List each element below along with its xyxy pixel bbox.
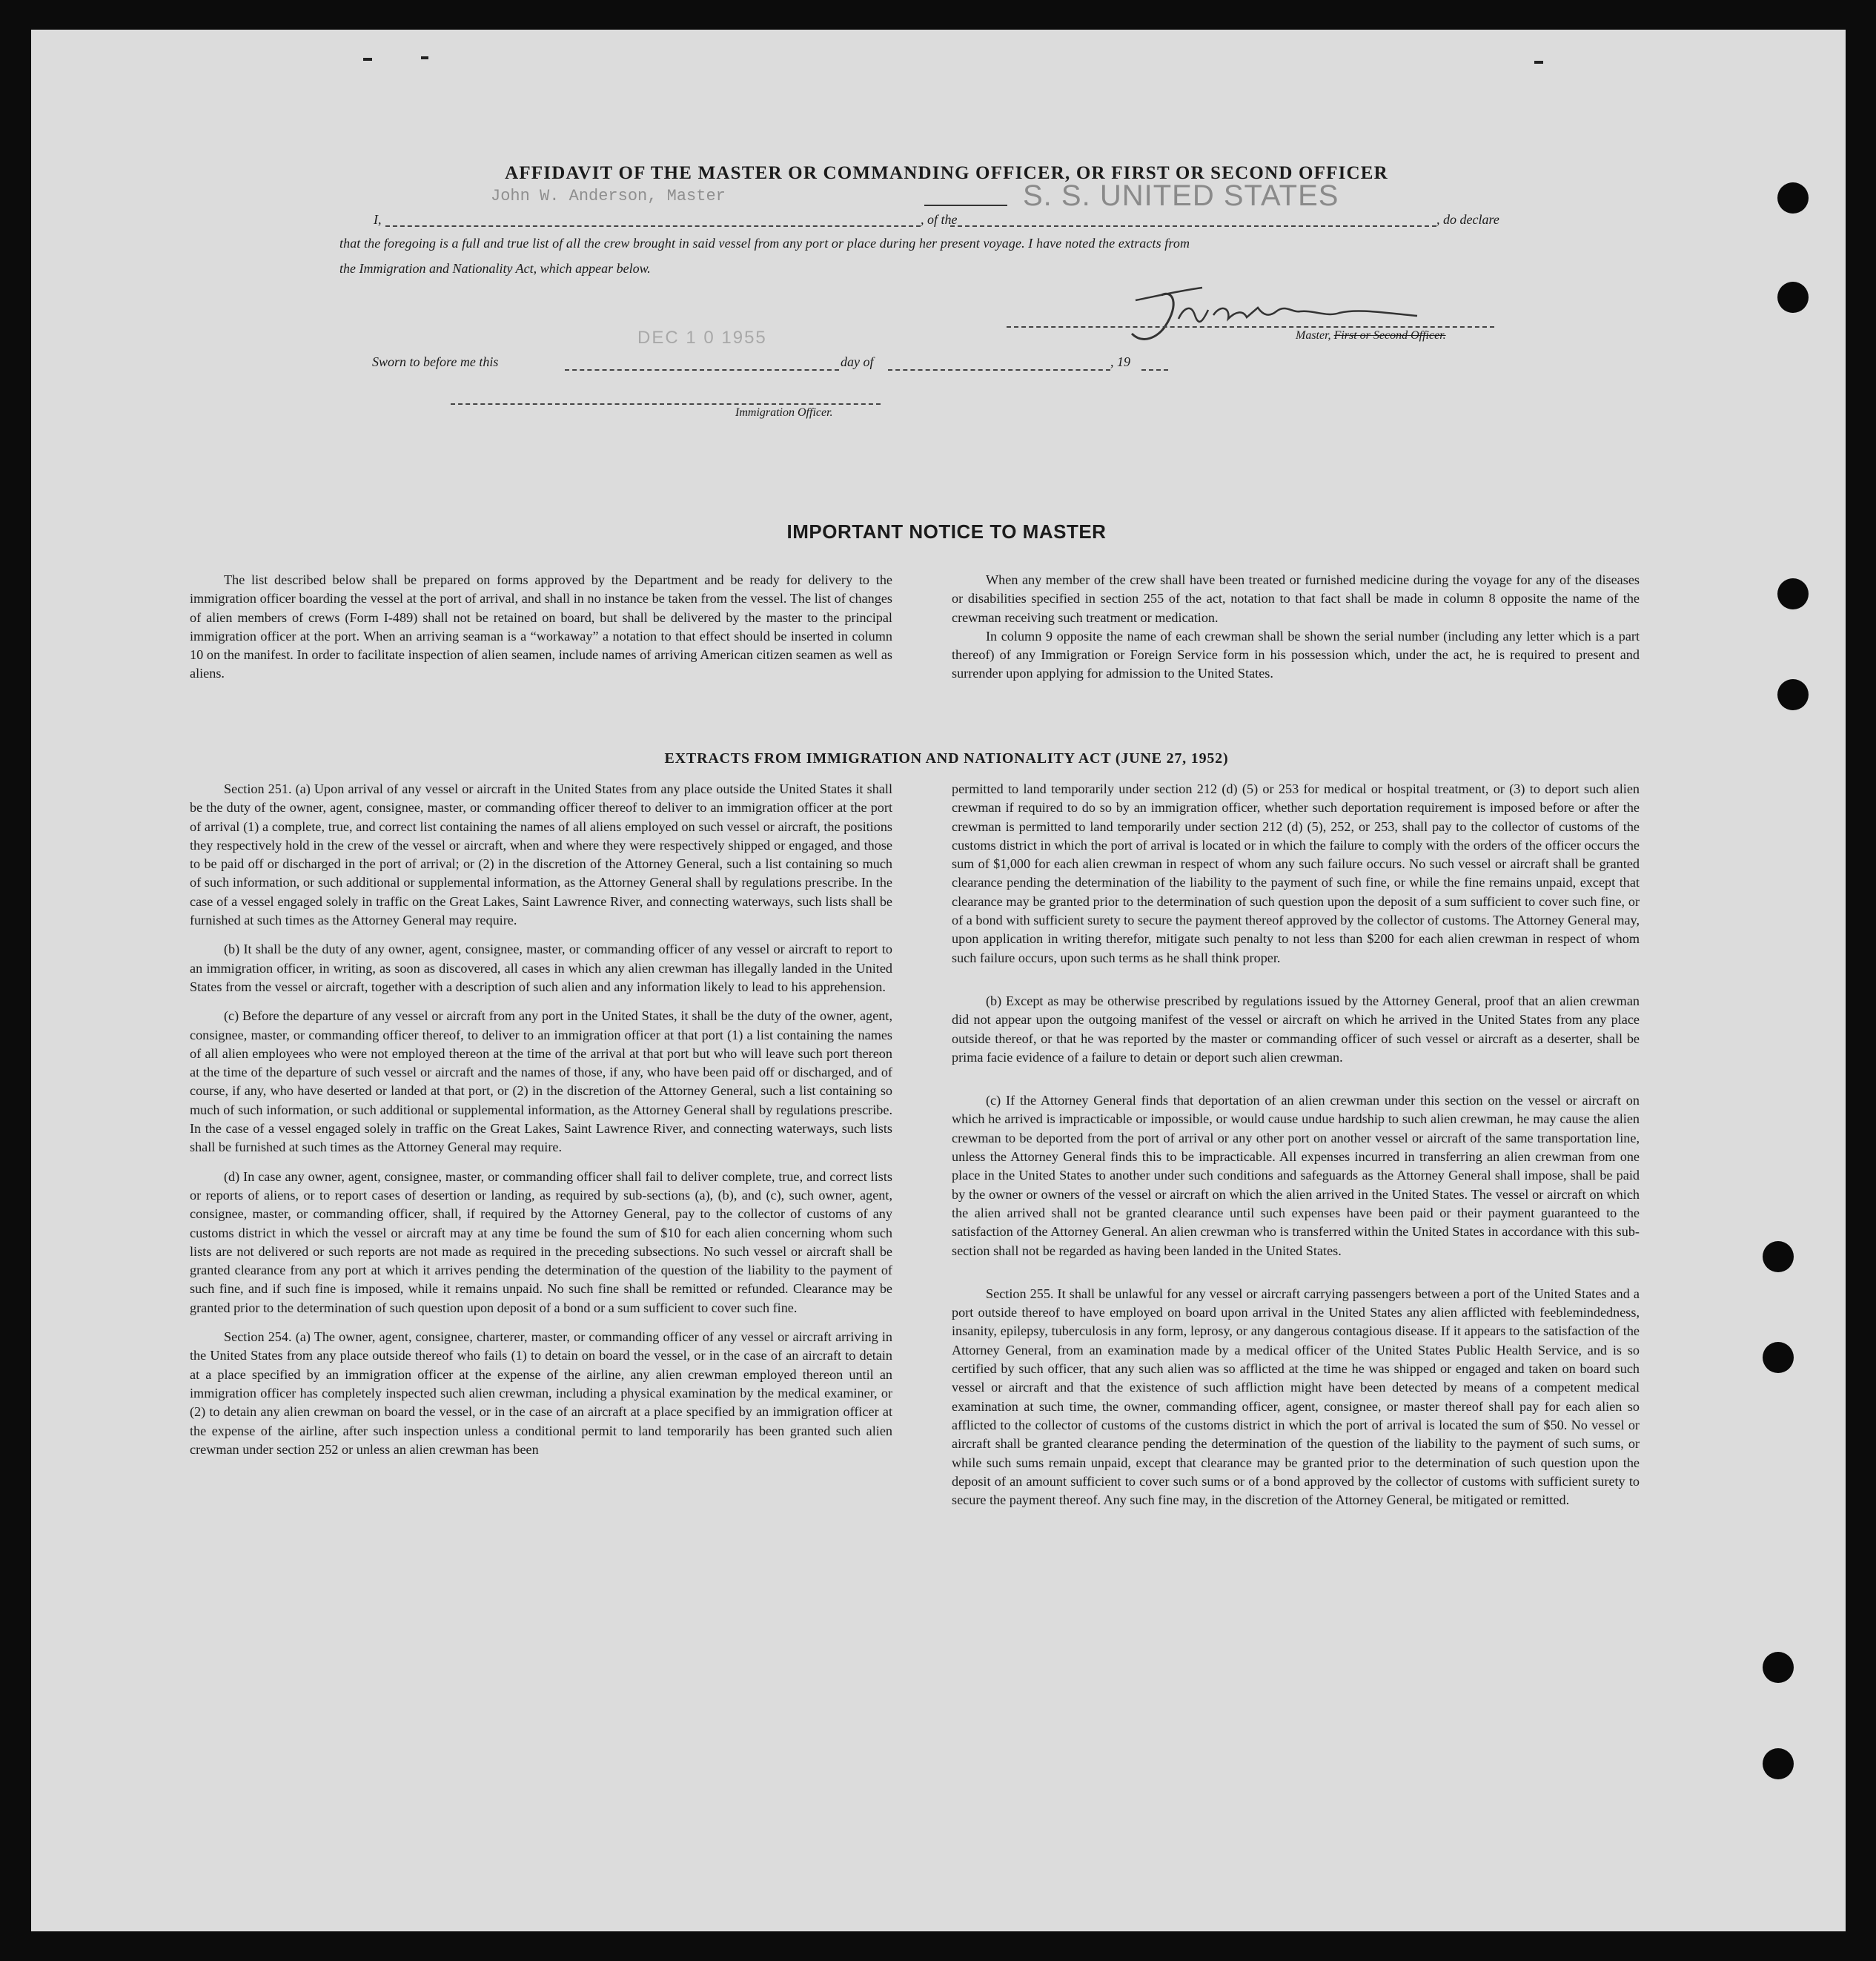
punch-hole-4 bbox=[1777, 679, 1809, 710]
extracts-right-column bbox=[952, 780, 1640, 1509]
extracts-left-column bbox=[190, 780, 892, 1459]
section-254-a-continued: permitted to land temporarily under section 212 (d) (5) or 253 for medical or hospital treatment, or (3) to deport such alien crewman if required to do so by an immigration officer, whether such deportation requirement is imposed before or after the crewman is permitted to land temporarily under section 212 (d) (5), 252, or 253, shall pay to the collector of customs of the customs district in which the port of arrival is located or in which the failure to comply with the orders of the officer occurs the sum of $1,000 for each alien crewman in respect of whom any such failure occurs. No such vessel or aircraft shall be granted clearance pending the determination of the liability to the payment of such fine, or while the fine remains unpaid, except that clearance may be granted prior to the determination of such question upon the deposit of a sum sufficient to cover such fine, or of a bond with sufficient surety to secure the payment thereof approved by the collector of customs. The Attorney General may, upon application in writing therefor, mitigate such penalty to not less than $200 for each alien crewman in respect of whom such failure occurs, upon such terms as he shall think proper. bbox=[952, 781, 1640, 965]
notice-right-paragraph-2: In column 9 opposite the name of each crewman shall be shown the serial number (including any letter which is a part thereof) of any Immigration or Foreign Service form in his possession which, under the act, he is required to present and surrender upon applying for admission to the United States. bbox=[952, 628, 1640, 681]
sworn-day-line bbox=[565, 369, 839, 371]
statement-line-1: that the foregoing is a full and true list of all the crew brought in said vessel from any port or place during her present voyage. I have noted the extracts from bbox=[339, 236, 1190, 251]
scan-mark bbox=[421, 56, 428, 59]
master-signature bbox=[1091, 274, 1476, 356]
statement-line-2: the Immigration and Nationality Act, which appear below. bbox=[339, 261, 651, 276]
section-255: Section 255. It shall be unlawful for any vessel or aircraft carrying passengers between a port of the United States and a port outside thereof to have employed on board upon arrival in the United States any alien afflicted with feeblemindedness, insanity, epilepsy, tuberculosis in any form, leprosy, or any dangerous contagious disease. If it appears to the satisfaction of the Attorney General, from an examination made by a medical officer of the United States Public Health Service, and is so certified by such officer, that any such alien was so afflicted at the time he was shipped or engaged and taken on board such vessel or aircraft and that the existence of such affliction might have been detected by means of a competent medical examination at such time, the owner, commanding officer, agent, consignee, or master thereof shall pay for each alien so afflicted to the collector of customs of the customs district in which the port of arrival is located the sum of $50. No vessel or aircraft shall be granted clearance pending the determination of the question of the liability to the payment of such sums, or while such sums remain unpaid, except that clearance may be granted prior to the determination of such question upon the deposit of an amount sufficient to cover such sums or of a bond approved by the collector of customs with sufficient surety to secure the payment thereof. Any such fine may, in the discretion of the Attorney General, be mitigated or remitted. bbox=[952, 1286, 1640, 1508]
section-251-d: (d) In case any owner, agent, consignee, master, or commanding officer shall fail to deliver complete, true, and correct lists or reports of aliens, or to report cases of desertion or landing, as required by sub-sections (a), (b), and (c), such owner, agent, consignee, master, or commanding officer, shall, if required by the Attorney General, pay to the collector of customs of any customs district in which the vessel or aircraft may at any time be found the sum of $10 for each alien concerning whom such lists are not delivered or such reports are not made as required in the preceding subsections. No such vessel or aircraft shall be granted clearance from any port at which it arrives pending the determination of the question of the liability to the payment of such fine, and if such fine is imposed, while it remains unpaid. No such fine shall be remitted or refunded. Clearance may be granted prior to the determination of such question upon deposit of a bond or a sum sufficient to cover such fine. bbox=[190, 1168, 892, 1315]
affidavit-title: AFFIDAVIT OF THE MASTER OR COMMANDING OFFICER, OR FIRST OR SECOND OFFICER bbox=[505, 163, 1388, 183]
date-stamp: DEC 1 0 1955 bbox=[637, 328, 767, 348]
immigration-officer-label: Immigration Officer. bbox=[735, 406, 833, 419]
section-251-b: (b) It shall be the duty of any owner, agent, consignee, master, or commanding officer of any vessel or aircraft to report to an immigration officer, in writing, as soon as discovered, all cases in which any alien crewman has illegally landed in the United States from the vessel or aircraft, together with a description of such alien and any information likely to lead to his apprehension. bbox=[190, 942, 892, 994]
sworn-month-line bbox=[888, 369, 1110, 371]
vessel-line bbox=[950, 225, 1436, 227]
sworn-year-line bbox=[1141, 369, 1168, 371]
signature-caption-master: Master, bbox=[1296, 329, 1334, 342]
section-254-c: (c) If the Attorney General finds that deportation of an alien crewman under this section on the vessel or aircraft on which he arrived is impracticable or impossible, or would cause undue hardship to such alien crewman, he may cause the alien crewman to be deported from the port of arrival or any other port on another vessel or aircraft of the same transportation line, unless the Attorney General finds this to be impracticable. All expenses incurred in transferring an alien crewman from one place in the United States to another under such conditions and safeguards as the Attorney General shall impose, shall be paid by the owner or owners of the vessel or aircraft on which the alien arrived in the United States. The vessel or aircraft on which the alien arrived shall not be granted clearance until such expenses have been paid or their payment guaranteed to the satisfaction of the Attorney General. An alien crewman who is transferred within the United States in accordance with this sub-section shall not be regarded as having been landed in the United States. bbox=[952, 1093, 1640, 1258]
year-label: , 19 bbox=[1110, 354, 1130, 369]
notice-left-column bbox=[190, 571, 892, 684]
punch-hole-2 bbox=[1777, 282, 1809, 313]
of-the-label: , of the bbox=[921, 212, 958, 227]
punch-hole-3 bbox=[1777, 578, 1809, 609]
punch-hole-8 bbox=[1763, 1748, 1794, 1779]
punch-hole-6 bbox=[1763, 1342, 1794, 1373]
punch-hole-5 bbox=[1763, 1241, 1794, 1272]
sworn-label: Sworn to before me this bbox=[372, 354, 499, 369]
document-page bbox=[31, 30, 1846, 1931]
do-declare-label: , do declare bbox=[1436, 212, 1499, 227]
punch-hole-1 bbox=[1777, 182, 1809, 214]
immigration-officer-line bbox=[451, 403, 881, 405]
section-254-a: Section 254. (a) The owner, agent, consignee, charterer, master, or commanding officer of any vessel or aircraft arriving in the United States from any place outside thereof who fails (1) to detain on board the vessel, or in the case of an aircraft to detain at a place specified by an immigration officer at the expense of the airline, any alien crewman employed thereon until an immigration officer has completely inspected such alien crewman, including a physical examination by the medical examiner, or (2) to detain any alien crewman on board the vessel, or in the case of an aircraft at a place specified by an immigration officer at the expense of the airline, after such inspection unless a conditional permit to land temporarily has been granted such alien crewman under section 252 or unless an alien crewman has been bbox=[190, 1329, 892, 1457]
declarant-name-typed: John W. Anderson, Master bbox=[491, 187, 726, 205]
signature-caption-officers: First or Second Officer. bbox=[1333, 329, 1446, 342]
vessel-name-stamp: S. S. UNITED STATES bbox=[1023, 179, 1339, 212]
signature-caption bbox=[1296, 329, 1446, 343]
scan-mark bbox=[1534, 61, 1543, 64]
day-of-label: day of bbox=[841, 354, 874, 369]
notice-left-paragraph: The list described below shall be prepared on forms approved by the Department and be ready for delivery to the immigration officer boarding the vessel at the port of arrival, and shall in no instance be taken from the vessel. The list of changes of alien members of crews (Form I-489) shall not be retained on board, but shall be delivered by the master to the principal immigration officer at the port. When an arriving seaman is a “workaway” a notation to that effect should be inserted in column 10 on the manifest. In order to facilitate inspection of alien seamen, include names of arriving American citizen seamen as well as aliens. bbox=[190, 572, 892, 681]
master-signature-line bbox=[1007, 326, 1494, 328]
title-underline bbox=[924, 205, 1007, 206]
scan-mark bbox=[363, 58, 372, 61]
declarant-label: I, bbox=[374, 212, 382, 227]
section-254-b: (b) Except as may be otherwise prescribed by regulations issued by the Attorney General, proof that an alien crewman did not appear upon the outgoing manifest of the vessel or aircraft on which he arrived in the United States from any place outside thereof, or that he was reported by the master or commanding officer of such vessel or aircraft as a deserter, shall be prima facie evidence of a failure to detain or deport such alien crewman. bbox=[952, 993, 1640, 1065]
notice-right-column bbox=[952, 571, 1640, 684]
punch-hole-7 bbox=[1763, 1652, 1794, 1683]
section-251-a: Section 251. (a) Upon arrival of any vessel or aircraft in the United States from any place outside the United States it shall be the duty of the owner, agent, consignee, master, or commanding officer thereof to deliver to an immigration officer at the port of arrival (1) a complete, true, and correct list containing the names of all aliens employed on such vessel or aircraft, the positions they respectively hold in the crew of the vessel or aircraft, when and where they were respectively shipped or engaged, and those to be paid off or discharged in the port of arrival; or (2) in the discretion of the Attorney General, such a list containing so much of such information, or such additional or supplemental information, as the Attorney General shall by regulations prescribe. In the case of a vessel engaged solely in traffic on the Great Lakes, Saint Lawrence River, and connecting waterways, such lists shall be furnished at such times as the Attorney General may require. bbox=[190, 781, 892, 928]
notice-right-paragraph-1: When any member of the crew shall have been treated or furnished medicine during the voyage for any of the diseases or disabilities specified in section 255 of the act, notation to that fact shall be made in column 8 opposite the name of the crewman receiving such treatment or medication. bbox=[952, 572, 1640, 625]
notice-title: IMPORTANT NOTICE TO MASTER bbox=[786, 520, 1107, 543]
section-251-c: (c) Before the departure of any vessel or aircraft from any port in the United States, it shall be the duty of the owner, agent, consignee, master, or commanding officer thereof, to deliver to an immigration officer at that port (1) a list containing the names of all alien employees who were not employed thereon at the time of the arrival at that port but who will leave such port thereon at the time of the departure of such vessel or aircraft and the names of those, if any, who have been paid off or discharged, and of course, if any, who have deserted or landed at that port, or (2) in the discretion of the Attorney General, such a list containing so much of such information, or such additional or supplemental information, as the Attorney General shall by regulations prescribe. In the case of a vessel engaged solely in traffic on the Great Lakes, Saint Lawrence River, and connecting waterways, such lists shall be furnished at such times as the Attorney General may require. bbox=[190, 1008, 892, 1155]
extracts-title: EXTRACTS FROM IMMIGRATION AND NATIONALITY ACT (JUNE 27, 1952) bbox=[664, 750, 1229, 767]
declarant-name-line bbox=[385, 225, 921, 227]
